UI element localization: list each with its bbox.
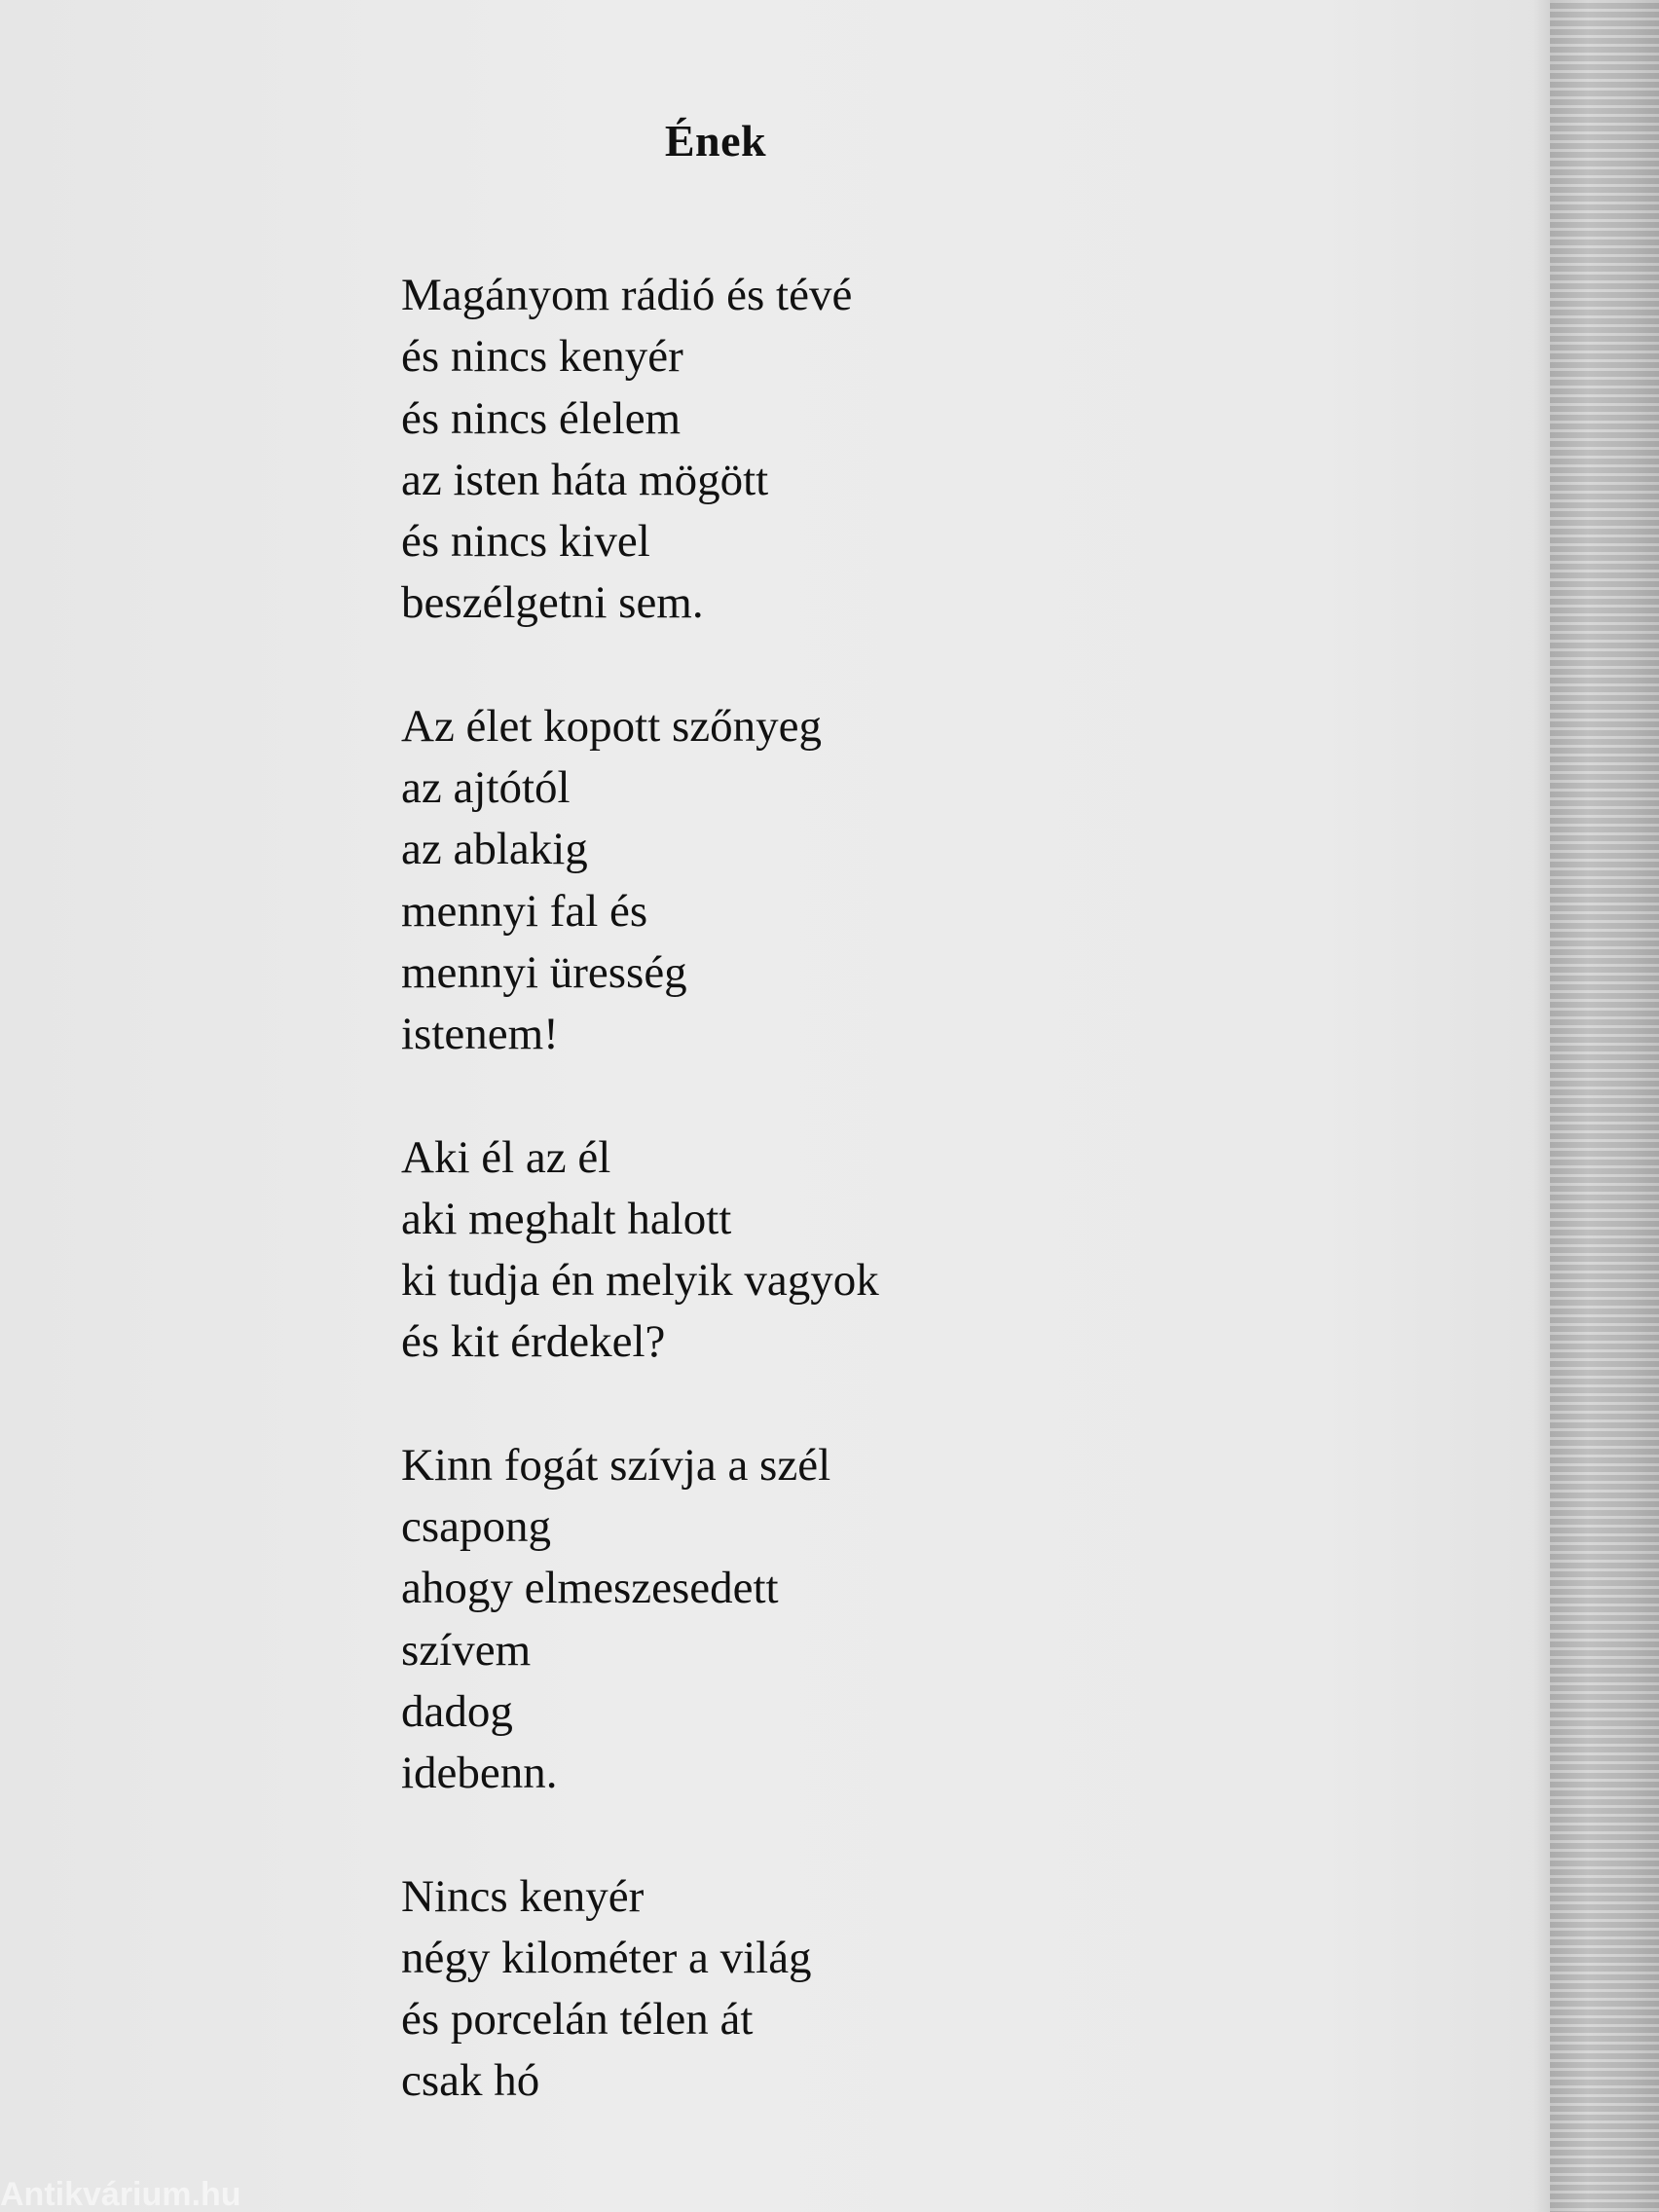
stanza-2 [401, 696, 1277, 1066]
poem-line: Nincs kenyér [401, 1870, 645, 1922]
poem-line: Kinn fogát szívja a szél [401, 1439, 831, 1491]
poem-line: az ablakig [401, 824, 588, 875]
poem-line: és porcelán télen át [401, 1994, 754, 2046]
poem-line: idebenn. [401, 1748, 558, 1799]
poem-line: ki tudja én melyik vagyok [401, 1255, 879, 1307]
poem-line: és nincs kenyér [401, 331, 683, 383]
poem-line: aki meghalt halott [401, 1193, 732, 1244]
poem-line: Az élet kopott szőnyeg [401, 700, 823, 752]
poem-line: beszélgetni sem. [401, 577, 704, 629]
poem-body [401, 265, 1277, 2174]
poem-line: mennyi fal és [401, 885, 648, 937]
background-surface [1550, 0, 1659, 2212]
stanza-1 [401, 265, 1277, 635]
poem-line: négy kilométer a világ [401, 1932, 812, 1983]
poem-line: ahogy elmeszesedett [401, 1563, 779, 1614]
poem-line: istenem! [401, 1009, 559, 1060]
stanza-5 [401, 1866, 1277, 2113]
poem-line: szívem [401, 1624, 532, 1676]
poem-line: Magányom rádió és tévé [401, 270, 853, 320]
poem-line: mennyi üresség [401, 946, 687, 998]
poem-line: és kit érdekel? [401, 1316, 666, 1368]
poem-line: az ajtótól [401, 762, 571, 814]
poem-line: és nincs kivel [401, 516, 650, 568]
poem-title: Ének [664, 116, 767, 166]
poem-line: dadog [401, 1685, 513, 1737]
poem-line: Aki él az él [401, 1131, 611, 1183]
poem-line: csapong [401, 1501, 552, 1553]
poem-line: csak hó [401, 2055, 540, 2107]
poem-line: az isten háta mögött [401, 454, 769, 505]
stanza-3 [401, 1127, 1277, 1374]
stanza-4 [401, 1435, 1277, 1805]
poem-line: és nincs élelem [401, 392, 682, 444]
watermark: Antikvárium.hu [0, 2177, 241, 2212]
